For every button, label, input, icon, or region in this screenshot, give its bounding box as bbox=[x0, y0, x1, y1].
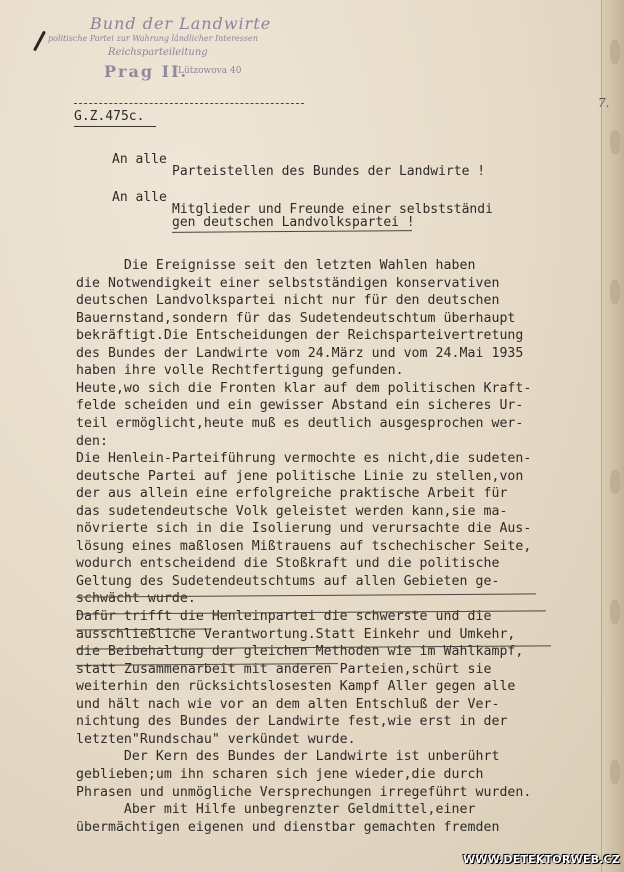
body-line: Aber mit Hilfe unbegrenzter Geldmittel,einer bbox=[76, 802, 476, 818]
stamp-subtitle: politische Partei zur Wahrung ländlicher Interessen bbox=[48, 34, 258, 43]
body-line: növrierte sich in die Isolierung und verursachte die Aus- bbox=[76, 521, 532, 537]
paper-edge bbox=[601, 0, 624, 872]
body-line: letzten"Rundschau" verkündet wurde. bbox=[76, 731, 356, 747]
body-line: der aus allein eine erfolgreiche praktische Arbeit für bbox=[76, 486, 508, 502]
body-line: haben ihre volle Rechtfertigung gefunden. bbox=[76, 363, 404, 379]
pen-mark bbox=[33, 31, 46, 52]
body-line: statt Zusammenarbeit mit anderen Parteien,schürt sie bbox=[76, 661, 492, 677]
body-line: übermächtigen eigenen und dienstbar gemachten fremden bbox=[76, 819, 500, 835]
body-line: schwächt wurde. bbox=[76, 591, 196, 607]
reference-rule bbox=[74, 103, 304, 104]
body-line: Die Ereignisse seit den letzten Wahlen haben bbox=[76, 258, 476, 273]
body-line: des Bundes der Landwirte vom 24.März und vom 24.Mai 1935 bbox=[76, 345, 524, 361]
body-line: geblieben;um ihn scharen sich jene wieder,die durch bbox=[76, 766, 484, 782]
reference-number: G.Z.475c. bbox=[74, 109, 145, 124]
body-line: Heute,wo sich die Fronten klar auf dem politischen Kraft- bbox=[76, 380, 532, 396]
address2-prefix: An alle bbox=[112, 190, 167, 205]
address2-underline bbox=[172, 230, 412, 233]
body-line: wodurch entscheidend die Stoßkraft und die politische bbox=[76, 556, 500, 572]
stamp-street: Lützowova 40 bbox=[178, 66, 242, 76]
body-line: die Notwendigkeit einer selbstständigen konservativen bbox=[76, 275, 500, 291]
body-line: Dafür trifft die Henleinpartei die schwerste und die bbox=[76, 609, 492, 624]
body-line: felde scheiden und ein gewisser Abstand ein sicheres Ur- bbox=[76, 398, 524, 414]
organization-stamp bbox=[48, 14, 308, 84]
address2-line1: Mitglieder und Freunde einer selbstständi bbox=[172, 202, 493, 217]
body-line: teil ermöglicht,heute muß es deutlich ausgesprochen wer- bbox=[76, 415, 524, 431]
watermark: WWW.DETEKTORWEB.CZ bbox=[462, 853, 620, 866]
address1-prefix: An alle bbox=[112, 152, 167, 167]
body-line: Bauernstand,sondern für das Sudetendeutschtum überhaupt bbox=[76, 310, 516, 326]
body-line: bekräftigt.Die Entscheidungen der Reichsparteivertretung bbox=[76, 328, 524, 344]
body-line: lösung eines maßlosen Mißtrauens auf tschechischer Seite, bbox=[76, 538, 532, 554]
body-line: und hält nach wie vor an dem alten Entschluß der Ver- bbox=[76, 696, 500, 712]
body-line: den: bbox=[76, 433, 108, 449]
body-line: Phrasen und unmögliche Versprechungen irregeführt wurden. bbox=[76, 784, 532, 800]
body-line: nichtung des Bundes der Landwirte fest,wie erst in der bbox=[76, 714, 508, 730]
body-line: deutsche Partei auf jene politische Linie zu stellen,von bbox=[76, 468, 524, 484]
page-mark: 7. bbox=[598, 96, 610, 110]
body-line: ausschließliche Verantwortung.Statt Einkehr und Umkehr, bbox=[76, 626, 516, 642]
reference-underline bbox=[74, 126, 156, 127]
body-line: weiterhin den rücksichtslosesten Kampf Aller gegen alle bbox=[76, 679, 516, 695]
stamp-office: Reichsparteileitung bbox=[108, 47, 208, 58]
body-line: Der Kern des Bundes der Landwirte ist unberührt bbox=[76, 749, 500, 765]
address2-line2: gen deutschen Landvolkspartei ! bbox=[172, 215, 415, 230]
address1-line: Parteistellen des Bundes der Landwirte ! bbox=[172, 164, 486, 179]
body-line: die Beibehaltung der gleichen Methoden wie im Wahlkampf, bbox=[76, 644, 524, 660]
body-line: deutschen Landvolkspartei nicht nur für den deutschen bbox=[76, 293, 500, 309]
body-line: Die Henlein-Parteiführung vermochte es nicht,die sudeten- bbox=[76, 451, 532, 467]
body-line: Geltung des Sudetendeutschtums auf allen Gebieten ge- bbox=[76, 573, 500, 589]
stamp-city: Prag II. bbox=[104, 62, 189, 81]
stamp-org: Bund der Landwirte bbox=[90, 14, 272, 33]
body-line: das sudetendeutsche Volk geleistet werden kann,sie ma- bbox=[76, 503, 508, 519]
